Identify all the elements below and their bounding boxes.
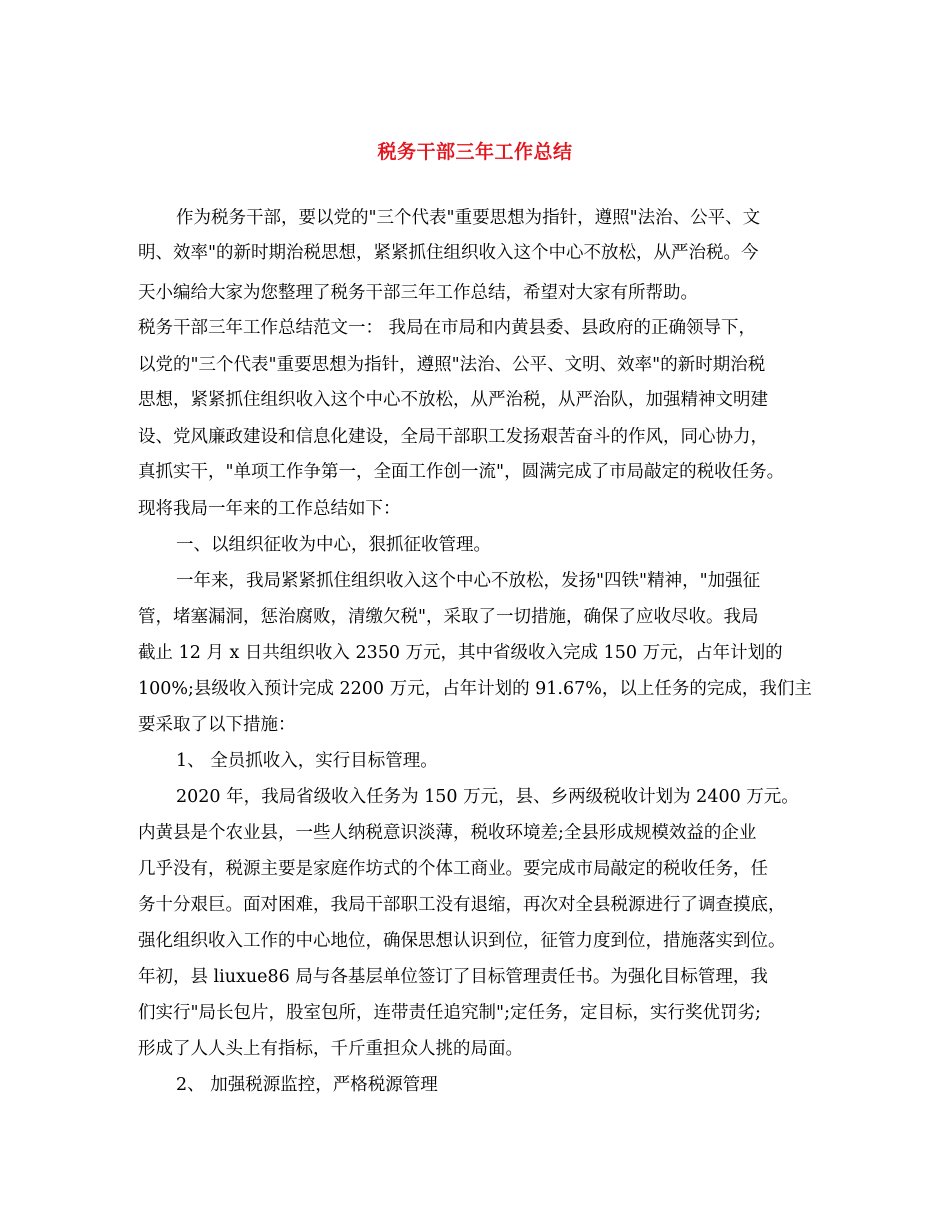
paragraph-line: 现将我局一年来的工作总结如下： [138, 499, 401, 519]
paragraph-line: 设、党风廉政建设和信息化建设，全局干部职工发扬艰苦奋斗的作风，同心协力， [138, 427, 768, 447]
paragraph-line: 年初，县 liuxue86 局与各基层单位签订了目标管理责任书。为强化目标管理，我 [138, 967, 768, 987]
paragraph-line: 截止 12 月 x 日共组织收入 2350 万元，其中省级收入完成 150 万元，占年计划的 [138, 643, 783, 663]
paragraph-line: 务十分艰巨。面对困难，我局干部职工没有退缩，再次对全县税源进行了调查摸底， [138, 895, 786, 915]
paragraph-line: 以党的"三个代表"重要思想为指针，遵照"法治、公平、文明、效率"的新时期治税 [138, 355, 766, 375]
paragraph-line: 们实行"局长包片，股室包所，连带责任追究制";定任务，定目标，实行奖优罚劣; [138, 1003, 761, 1023]
paragraph-line: 100%;县级收入预计完成 2200 万元，占年计划的 91.67%，以上任务的完成，我们主 [138, 679, 812, 699]
paragraph-line: 管，堵塞漏洞，惩治腐败，清缴欠税"，采取了一切措施，确保了应收尽收。我局 [138, 607, 759, 627]
paragraph-line: 明、效率"的新时期治税思想，紧紧抓住组织收入这个中心不放松，从严治税。今 [138, 243, 759, 263]
paragraph-line: 作为税务干部，要以党的"三个代表"重要思想为指针，遵照"法治、公平、文 [176, 208, 761, 228]
paragraph-line: 内黄县是个农业县，一些人纳税意识淡薄，税收环境差;全县形成规模效益的企业 [138, 823, 757, 843]
paragraph-line: 强化组织收入工作的中心地位，确保思想认识到位，征管力度到位，措施落实到位。 [138, 931, 786, 951]
paragraph-line: 形成了人人头上有指标，千斤重担众人挑的局面。 [138, 1039, 523, 1059]
paragraph-line: 天小编给大家为您整理了税务干部三年工作总结，希望对大家有所帮助。 [138, 283, 698, 303]
paragraph-line: 真抓实干，"单项工作争第一，全面工作创一流"，圆满完成了市局敲定的税收任务。 [138, 462, 785, 482]
section-heading: 一、以组织征收为中心，狠抓征收管理。 [176, 535, 491, 555]
paragraph-line: 几乎没有，税源主要是家庭作坊式的个体工商业。要完成市局敲定的税收任务，任 [138, 859, 768, 879]
subsection-heading: 2、 加强税源监控，严格税源管理 [176, 1075, 438, 1095]
document-title: 税务干部三年工作总结 [377, 141, 573, 163]
paragraph-line: 思想，紧紧抓住组织收入这个中心不放松，从严治税，从严治队，加强精神文明建 [138, 390, 768, 410]
paragraph-line: 要采取了以下措施： [138, 715, 296, 735]
paragraph-line: 2020 年，我局省级收入任务为 150 万元，县、乡两级税收计划为 2400 万元。 [176, 787, 799, 807]
paragraph-line: 税务干部三年工作总结范文一： 我局在市局和内黄县委、县政府的正确领导下， [138, 318, 757, 338]
subsection-heading: 1、 全员抓收入，实行目标管理。 [176, 751, 438, 771]
paragraph-line: 一年来，我局紧紧抓住组织收入这个中心不放松，发扬"四铁"精神，"加强征 [176, 571, 761, 591]
